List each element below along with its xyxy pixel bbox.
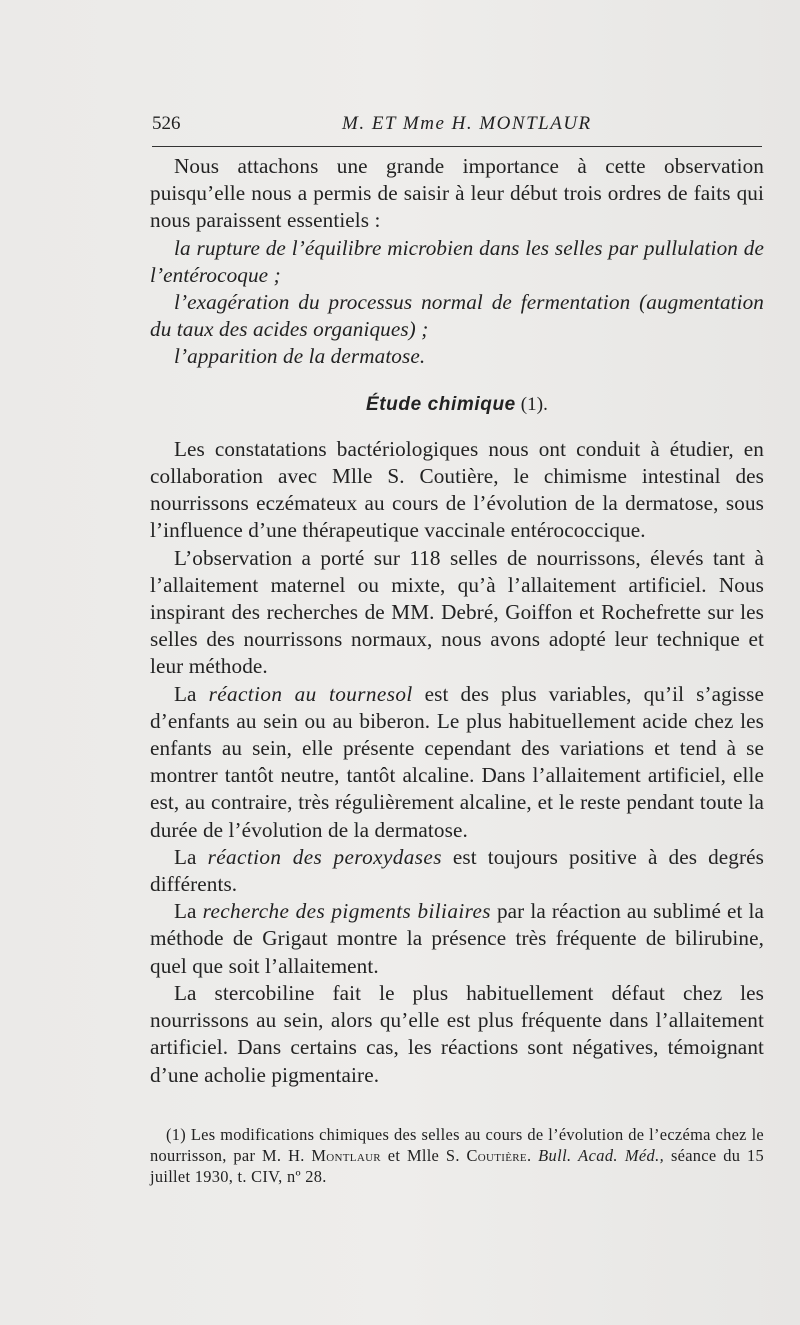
footnote-reference: (1). (520, 393, 549, 415)
list-item-apparition: l’apparition de la dermatose. (174, 344, 426, 369)
paragraph-intro: Nous attachons une grande importance à cette observation puisqu’elle nous a permis de saisir à leur début trois ordres de faits qui nous paraissent essentiels : (150, 154, 764, 233)
header-title: M. ET Mme H. MONTLAUR (342, 113, 592, 134)
paragraph-tournesol: La réaction au tournesol est des plus variables, qu’il s’agisse d’enfants au sein ou au biberon. Le plus habituellement acide chez les enfants au sein, elle présente cependant des variations et tend à se montrer tantôt neutre, tantôt alcaline. Dans l’allaitement artificiel, elle est, au contraire, très régulièrement alcaline, et le reste pendant toute la durée de l’évolution de la dermatose. (150, 681, 764, 842)
paragraph-stercobiline: La stercobiline fait le plus habituellement défaut chez les nourrissons au sein, alors qu’elle est plus fréquente dans l’allaitement artificiel. Dans certains cas, les réactions sont négatives, témoignant d’une acholie pigmentaire. (150, 980, 764, 1087)
page-number: 526 (152, 113, 181, 134)
paragraph-observation: L’observation a porté sur 118 selles de nourrissons, élevés tant à l’allaitement maternel ou mixte, qu’à l’allaitement artificiel. Nous inspirant des recherches de MM. Debré, Goiffon et Rochefrette sur les selles des nourrissons normaux, nous avons adopté leur technique et leur méthode. (150, 545, 764, 679)
section-title-text: Étude chimique (365, 393, 516, 415)
emphasis-tournesol: réaction au tournesol (208, 681, 413, 706)
body-text (150, 153, 764, 1089)
list-item-exageration: l’exagération du processus normal de fermentation (augmentation du taux des acides organiques) ; (150, 290, 764, 342)
footnote (150, 1124, 764, 1187)
list-item-rupture: la rupture de l’équilibre microbien dans les selles par pullulation de l’entérocoque ; (150, 235, 764, 287)
paragraph-constatations: Les constatations bactériologiques nous ont conduit à étudier, en collaboration avec Mlle S. Coutière, le chimisme intestinal des nourrissons eczémateux au cours de l’évolution de la dermatose, sous l’influence d’une thérapeutique vaccinale entérococcique. (150, 436, 764, 543)
footnote-text: (1) Les modifications chimiques des selles au cours de l’évolution de l’eczéma chez le nourrisson, par M. H. Montlaur et Mlle S. Coutière. Bull. Acad. Méd., séance du 15 juillet 1930, t. CIV, nº 28. (150, 1125, 764, 1186)
paragraph-pigments: La recherche des pigments biliaires par la réaction au sublimé et la méthode de Grigaut montre la présence très fréquente de bilirubine, quel que soit l’allaitement. (150, 899, 765, 978)
paragraph-peroxydases: La réaction des peroxydases est toujours positive à des degrés différents. (150, 844, 764, 897)
footnote-author: Coutière (466, 1146, 527, 1165)
running-head (152, 113, 762, 141)
header-rule (152, 146, 762, 147)
section-title (150, 391, 764, 418)
emphasis-pigments: recherche des pigments biliaires (202, 899, 491, 924)
footnote-author: Montlaur (311, 1146, 381, 1165)
emphasis-peroxydases: réaction des peroxydases (207, 844, 442, 869)
footnote-journal: Bull. Acad. Méd., (538, 1146, 665, 1165)
